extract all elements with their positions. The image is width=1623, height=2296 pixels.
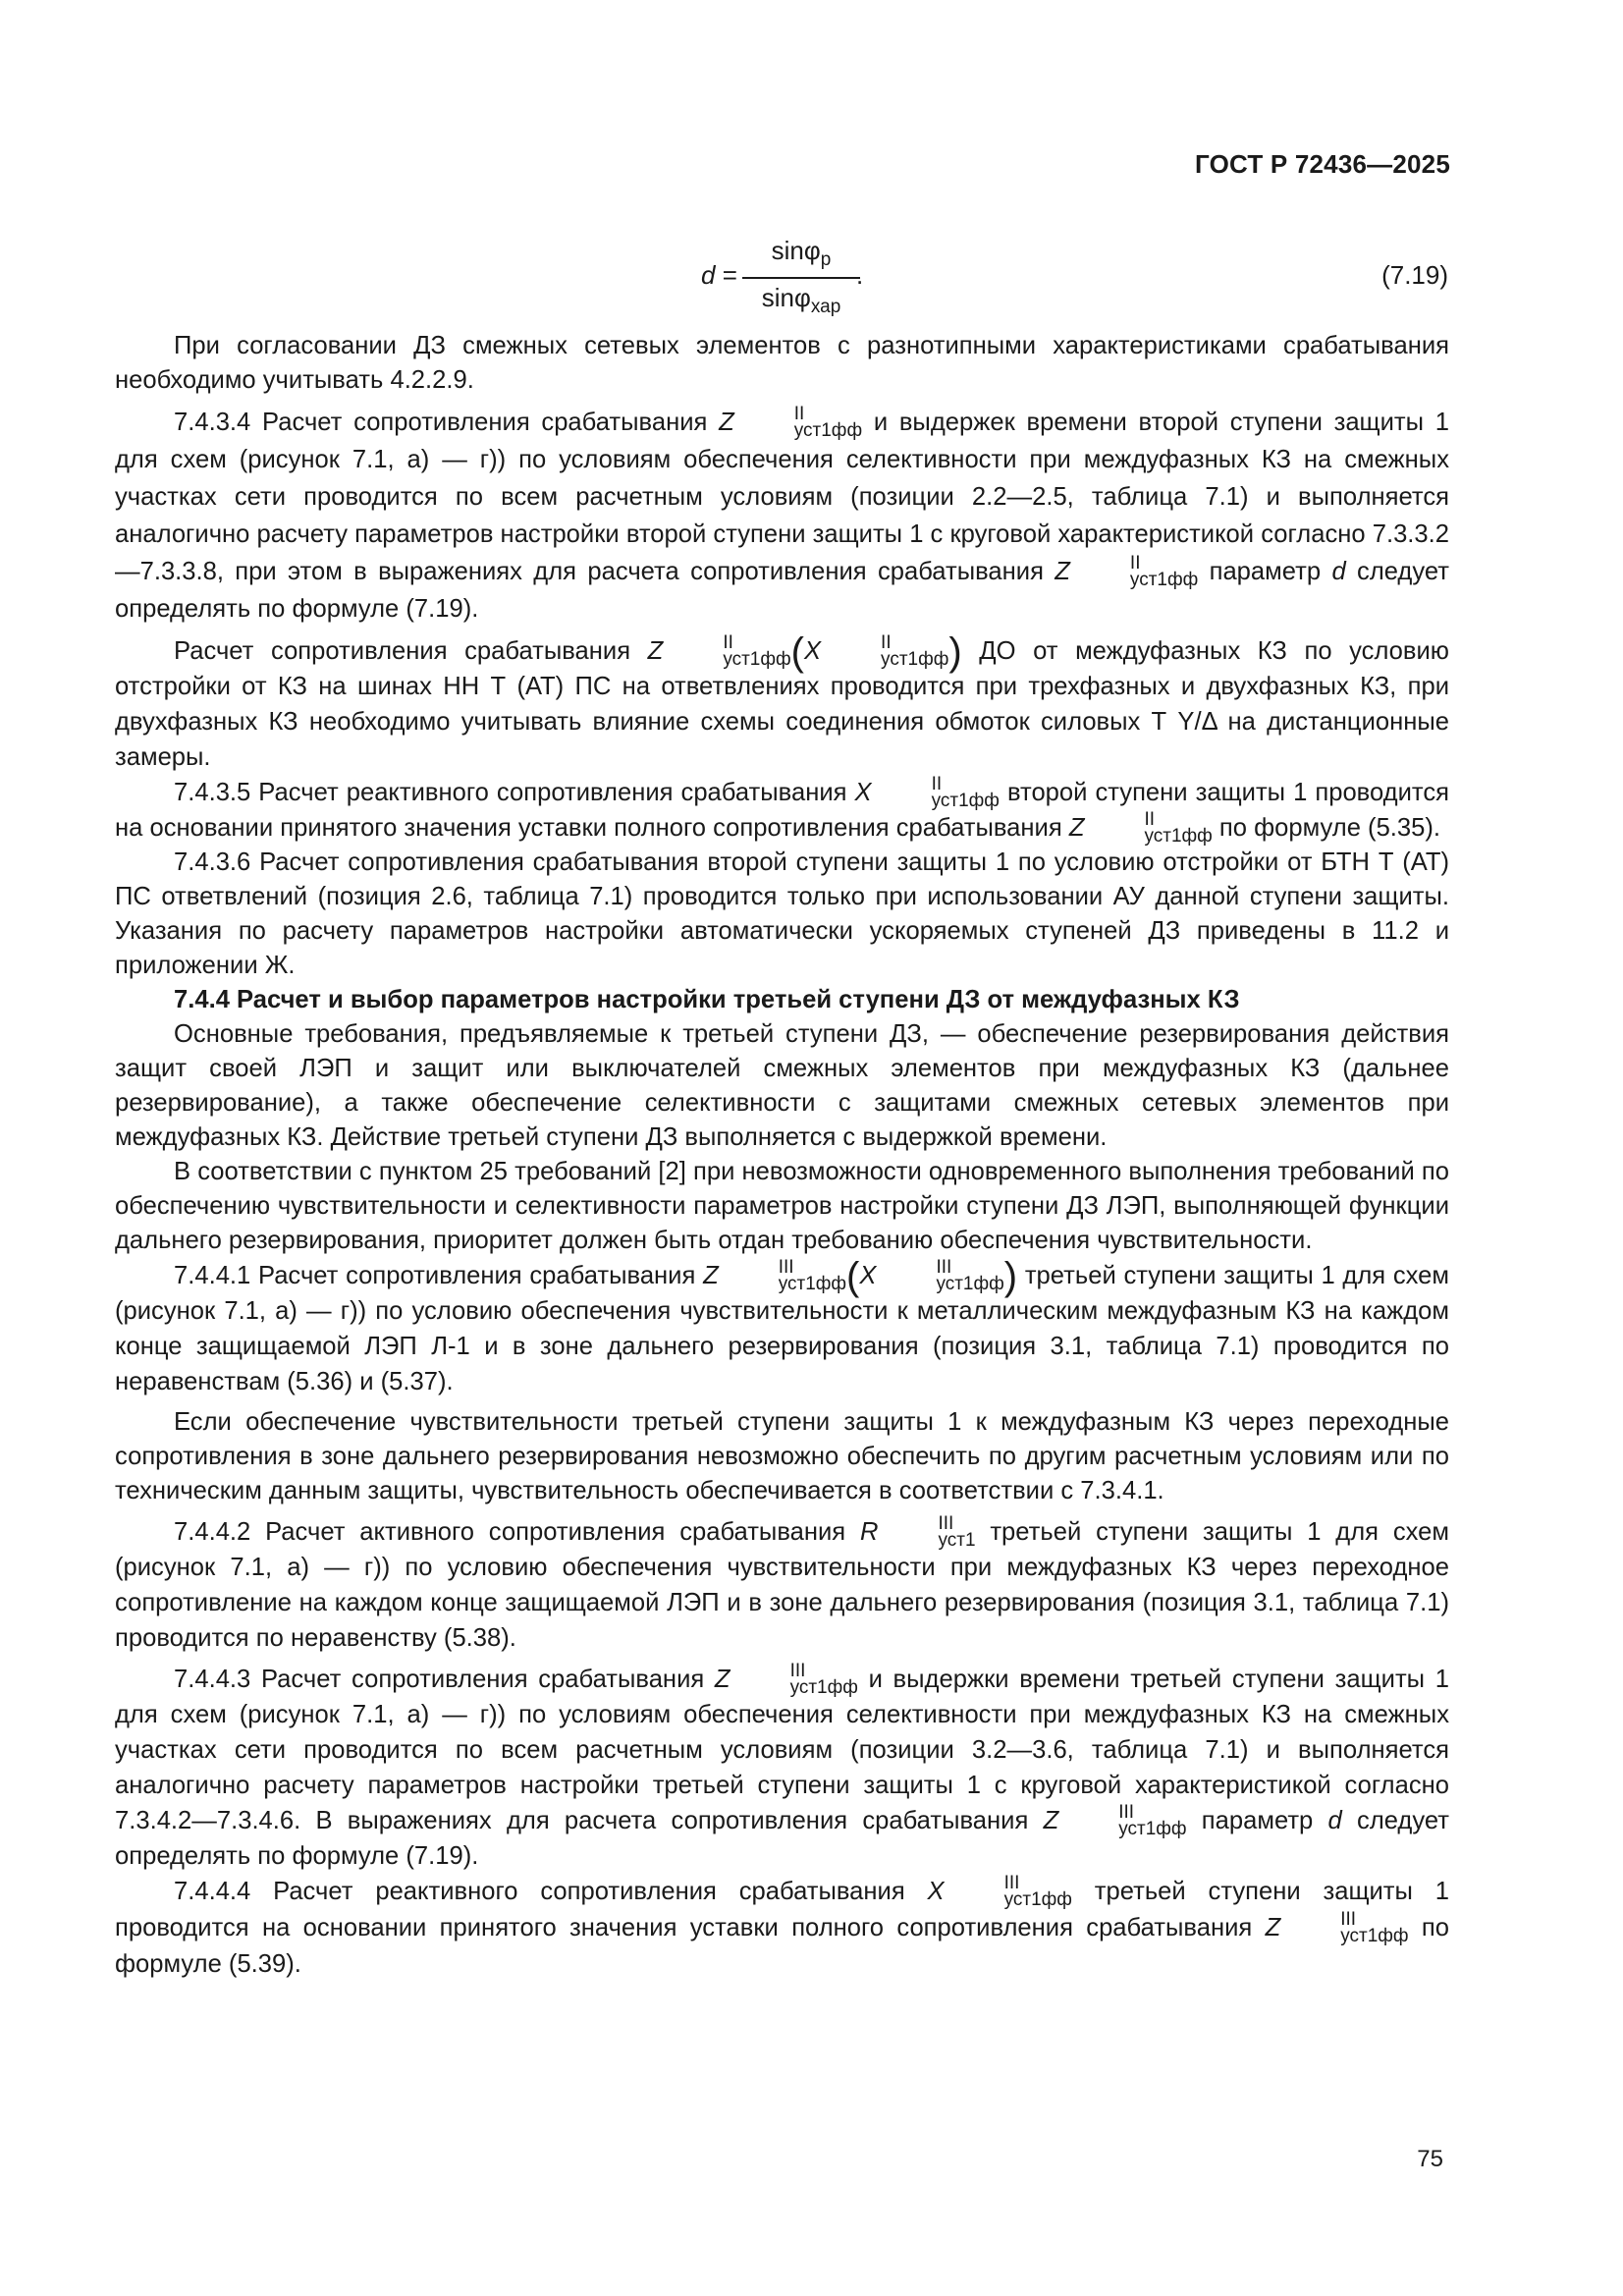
math-z-iii-ust1ff: Z III уст1фф [1043,1802,1187,1839]
math-r-iii-ust1: R III уст1 [859,1513,976,1551]
section-heading-7-4-4: 7.4.4 Расчет и выбор параметров настройки третьей ступени ДЗ от междуфазных КЗ [174,986,1240,1013]
math-z-ii-ust1ff: Z II уст1фф [719,404,863,441]
paragraph-7-4-4-1: 7.4.4.1 Расчет сопротивления срабатывания Z III уст1фф (X III уст1фф ) третьей ступени защиты 1 для схем (рисунок 7.1, а) — г)) по условию обеспечения чувствительности к металлическим междуфазным КЗ на каждом конце защищаемой ЛЭП Л-1 и в зоне дальнего резервирования (позиция 3.1, таблица 7.1) проводится по неравенствам (5.36) и (5.37). [115,1255,1449,1395]
formula-denominator: sinφ$_{хар}$ [761,283,841,318]
math-z-iii-ust1ff: Z III уст1фф [1265,1909,1409,1946]
formula-number: (7.19) [1381,260,1448,290]
math-x-ii-ust1ff: X II уст1фф [854,774,1000,811]
math-x-iii-ust1ff: X III уст1фф [927,1873,1072,1910]
math-z-ii-ust1ff: Z II уст1фф [1068,809,1213,847]
paragraph-7-4-3-6: 7.4.3.6 Расчет сопротивления срабатывания второй ступени защиты 1 по условию отстройки от БТН Т (АТ) ПС ответвлений (позиция 2.6, таблица 7.1) проводится только при использовании АУ данной ступени защиты. Указания по расчету параметров настройки автоматически ускоряемых ступеней ДЗ приведены в 11.2 и приложении Ж. [115,848,1449,979]
paragraph: Если обеспечение чувствительности третьей ступени защиты 1 к междуфазным КЗ через переходные сопротивления в зоне дальнего резервирования невозможно обеспечить по другим расчетным условиям или по техническим данным защиты, чувствительность обеспечивается в соответствии с 7.3.4.1. [115,1408,1449,1504]
paragraph-7-4-3-4: 7.4.3.4 Расчет сопротивления срабатывания Z II уст1фф и выдержек времени второй ступени защиты 1 для схем (рисунок 7.1, а) — г)) по условиям обеспечения селективности при междуфазных КЗ на смежных участках сети проводится по всем расчетным условиям (позиции 2.2—2.5, таблица 7.1) и выполняется аналогично расчету параметров настройки второй ступени защиты 1 с круговой характеристикой согласно 7.3.3.2—7.3.3.8, при этом в выражениях для расчета сопротивления срабатывания Z II уст1фф параметр d следует определять по формуле (7.19). [115,404,1449,623]
paragraph: Расчет сопротивления срабатывания Z II уст1фф (X II уст1фф ) ДО от междуфазных КЗ по условию отстройки от КЗ на шинах НН Т (АТ) ПС на ответвлениях проводится при трехфазных и двухфазных КЗ, при двухфазных КЗ необходимо учитывать влияние схемы соединения обмоток силовых Т Y/Δ на дистанционные замеры. [115,630,1449,771]
math-z-iii-ust1ff: Z III уст1фф (X III уст1фф ) [703,1255,1018,1298]
math-z-ii-ust1ff: Z II уст1фф [1055,553,1199,590]
formula-lhs: d = [701,260,737,290]
page-number: 75 [1417,2146,1443,2172]
paragraph: Основные требования, предъявляемые к третьей ступени ДЗ, — обеспечение резервирования действия защит своей ЛЭП и защит или выключателей смежных элементов при междуфазных КЗ (дальнее резервирование), а также обеспечение селективности с защитами смежных сетевых элементов при междуфазных КЗ. Действие третьей ступени ДЗ выполняется с выдержкой времени. [115,1020,1449,1151]
formula-fraction [742,236,860,318]
paragraph-7-4-4-4: 7.4.4.4 Расчет реактивного сопротивления срабатывания X III уст1фф третьей ступени защиты 1 проводится на основании принятого значения уставки полного сопротивления срабатывания Z III уст1фф по формуле (5.39). [115,1873,1449,1978]
paragraph-7-4-4-2: 7.4.4.2 Расчет активного сопротивления срабатывания R III уст1 третьей ступени защиты 1 для схем (рисунок 7.1, а) — г)) по условию обеспечения чувствительности при междуфазных КЗ через переходное сопротивление на каждом конце защищаемой ЛЭП и в зоне дальнего резервирования (позиция 3.1, таблица 7.1) проводится по неравенству (5.38). [115,1513,1449,1652]
math-z-ii-ust1ff: Z II уст1фф (X II уст1фф ) [647,630,962,674]
document-body [115,329,1449,1983]
paragraph: В соответствии с пунктом 25 требований [2] при невозможности одновременного выполнения требований по обеспечению чувствительности и селективности параметров настройки ступени ДЗ ЛЭП, выполняющей функции дальнего резервирования, приоритет должен быть отдан требованию обеспечения чувствительности. [115,1158,1449,1254]
paragraph-7-4-4-3: 7.4.4.3 Расчет сопротивления срабатывания Z III уст1фф и выдержки времени третьей ступени защиты 1 для схем (рисунок 7.1, а) — г)) по условиям обеспечения селективности при междуфазных КЗ на смежных участках сети проводится по всем расчетным условиям (позиции 3.2—3.6, таблица 7.1) и выполняется аналогично расчету параметров настройки третьей ступени защиты 1 с круговой характеристикой согласно 7.3.4.2—7.3.4.6. В выражениях для расчета сопротивления срабатывания Z III уст1фф параметр d следует определять по формуле (7.19). [115,1661,1449,1870]
formula-numerator: sinφ$_р$ [742,236,860,279]
math-z-iii-ust1ff: Z III уст1фф [714,1661,858,1698]
standard-header: ГОСТ Р 72436—2025 [1195,149,1450,179]
paragraph-7-4-3-5: 7.4.3.5 Расчет реактивного сопротивления срабатывания X II уст1фф второй ступени защиты 1 проводится на основании принятого значения уставки полного сопротивления срабатывания Z II уст1фф по формуле (5.35). [115,774,1449,847]
paragraph: При согласовании ДЗ смежных сетевых элементов с разнотипными характеристиками срабатывания необходимо учитывать 4.2.2.9. [115,332,1449,394]
formula-7-19: d = sinφ$_р$ sinφ$_{хар}$ . (7.19) [701,236,1448,318]
